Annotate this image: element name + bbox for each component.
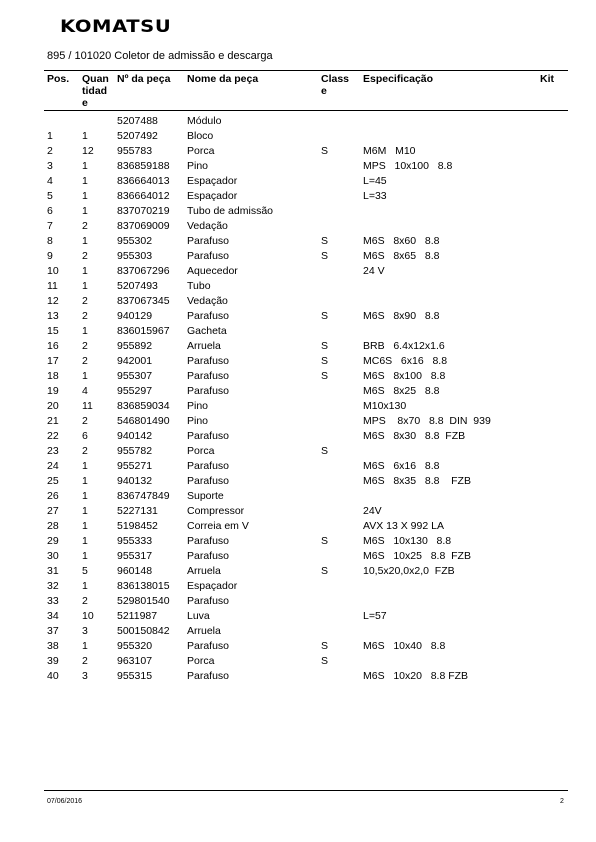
cell-quantity: 1: [82, 160, 88, 172]
cell-quantity: 1: [82, 520, 88, 532]
column-header-class: [321, 73, 355, 97]
table-row: [0, 654, 596, 669]
cell-part-name: Vedação: [187, 295, 228, 307]
cell-part-name: Parafuso: [187, 250, 230, 262]
cell-part-number: 500150842: [117, 625, 170, 637]
cell-part-name: Aquecedor: [187, 265, 238, 277]
cell-part-number: 836015967: [117, 325, 170, 337]
cell-specification: M6M M10: [363, 145, 416, 157]
table-row: [0, 669, 596, 684]
cell-specification: M6S 6x16 8.8: [363, 460, 440, 472]
cell-part-name: Parafuso: [187, 355, 230, 367]
table-row: [0, 264, 596, 279]
table-row: [0, 504, 596, 519]
cell-quantity: 5: [82, 565, 88, 577]
cell-position: 11: [47, 280, 58, 292]
column-header-class-line-2: e: [321, 85, 327, 97]
table-row: [0, 174, 596, 189]
table-row: [0, 489, 596, 504]
cell-part-number: 5211987: [117, 610, 158, 622]
cell-class: S: [321, 235, 329, 247]
cell-position: 23: [47, 445, 59, 457]
cell-quantity: 1: [82, 175, 88, 187]
cell-position: 19: [47, 385, 59, 397]
cell-specification: M6S 8x100 8.8: [363, 370, 446, 382]
cell-position: 22: [47, 430, 59, 442]
cell-class: S: [321, 355, 329, 367]
cell-part-number: 836747849: [117, 490, 170, 502]
cell-quantity: 1: [82, 640, 88, 652]
komatsu-logo: KOMATSU: [60, 17, 172, 37]
cell-part-name: Vedação: [187, 220, 228, 232]
table-row: [0, 249, 596, 264]
cell-part-number: 836664013: [117, 175, 170, 187]
cell-part-name: Porca: [187, 445, 215, 457]
table-row: [0, 144, 596, 159]
table-row: [0, 519, 596, 534]
cell-quantity: 1: [82, 370, 88, 382]
cell-specification: M6S 8x35 8.8 FZB: [363, 475, 471, 487]
table-row: [0, 624, 596, 639]
cell-part-number: 5198452: [117, 520, 158, 532]
cell-specification: M6S 8x60 8.8: [363, 235, 440, 247]
column-header-specification: Especificação: [363, 73, 434, 85]
cell-quantity: 2: [82, 310, 88, 322]
cell-specification: AVX 13 X 992 LA: [363, 520, 444, 532]
table-row: [0, 234, 596, 249]
cell-specification: M6S 8x25 8.8: [363, 385, 440, 397]
cell-quantity: 12: [82, 145, 94, 157]
cell-position: 33: [47, 595, 59, 607]
table-row: [0, 564, 596, 579]
cell-part-name: Módulo: [187, 115, 222, 127]
cell-part-name: Correia em V: [187, 520, 249, 532]
cell-part-name: Tubo: [187, 280, 211, 292]
cell-position: 40: [47, 670, 59, 682]
cell-quantity: 1: [82, 280, 88, 292]
page-number: 2: [560, 798, 564, 805]
cell-part-number: 836664012: [117, 190, 170, 202]
table-row: [0, 384, 596, 399]
column-header-part-number: Nº da peça: [117, 73, 171, 85]
cell-part-name: Parafuso: [187, 550, 230, 562]
cell-position: 20: [47, 400, 59, 412]
cell-specification: M6S 8x30 8.8 FZB: [363, 430, 466, 442]
cell-quantity: 1: [82, 265, 88, 277]
cell-part-name: Compressor: [187, 505, 245, 517]
table-row: [0, 324, 596, 339]
cell-part-number: 529801540: [117, 595, 170, 607]
column-header-quantity-line-2: tidad: [82, 85, 108, 97]
cell-specification: M6S 8x90 8.8: [363, 310, 440, 322]
cell-position: 12: [47, 295, 59, 307]
cell-specification: M6S 10x130 8.8: [363, 535, 452, 547]
cell-part-number: 955782: [117, 445, 153, 457]
cell-position: 39: [47, 655, 59, 667]
cell-part-name: Parafuso: [187, 595, 230, 607]
cell-position: 9: [47, 250, 53, 262]
cell-specification: L=45: [363, 175, 387, 187]
cell-position: 2: [47, 145, 53, 157]
footer-date: 07/06/2016: [47, 798, 83, 805]
cell-part-name: Parafuso: [187, 475, 230, 487]
cell-specification: MPS 10x100 8.8: [363, 160, 453, 172]
table-row: [0, 444, 596, 459]
parts-table-body: [0, 114, 596, 684]
table-row: [0, 369, 596, 384]
cell-quantity: 1: [82, 325, 88, 337]
cell-quantity: 1: [82, 505, 88, 517]
cell-part-name: Espaçador: [187, 175, 238, 187]
cell-specification: BRB 6.4x12x1.6: [363, 340, 445, 352]
cell-part-number: 5207493: [117, 280, 158, 292]
cell-position: 1: [47, 130, 53, 142]
cell-part-name: Parafuso: [187, 235, 230, 247]
cell-part-number: 836859034: [117, 400, 170, 412]
cell-quantity: 2: [82, 415, 88, 427]
cell-part-name: Espaçador: [187, 580, 238, 592]
cell-quantity: 3: [82, 670, 88, 682]
cell-specification: L=57: [363, 610, 387, 622]
cell-class: S: [321, 340, 329, 352]
cell-part-name: Luva: [187, 610, 210, 622]
cell-quantity: 10: [82, 610, 94, 622]
cell-quantity: 1: [82, 490, 88, 502]
column-header-class-line-1: Class: [321, 73, 350, 85]
cell-part-name: Bloco: [187, 130, 214, 142]
cell-part-number: 837067296: [117, 265, 170, 277]
cell-quantity: 11: [82, 400, 93, 412]
cell-quantity: 4: [82, 385, 88, 397]
cell-position: 31: [47, 565, 59, 577]
cell-position: 16: [47, 340, 59, 352]
table-row: [0, 219, 596, 234]
cell-part-name: Parafuso: [187, 385, 230, 397]
table-row: [0, 114, 596, 129]
column-header-kit: Kit: [540, 73, 554, 85]
cell-quantity: 1: [82, 235, 88, 247]
cell-part-name: Pino: [187, 415, 209, 427]
footer-rule: [44, 790, 568, 791]
column-header-part-name: Nome da peça: [187, 73, 259, 85]
cell-position: 17: [47, 355, 59, 367]
cell-specification: 24 V: [363, 265, 385, 277]
cell-position: 8: [47, 235, 53, 247]
table-row: [0, 609, 596, 624]
cell-class: S: [321, 370, 329, 382]
cell-position: 5: [47, 190, 53, 202]
cell-part-name: Espaçador: [187, 190, 238, 202]
cell-part-number: 955783: [117, 145, 153, 157]
header-top-rule: [44, 70, 568, 71]
cell-part-number: 955302: [117, 235, 153, 247]
cell-quantity: 1: [82, 475, 88, 487]
table-row: [0, 354, 596, 369]
cell-position: 6: [47, 205, 53, 217]
cell-specification: M10x130: [363, 400, 407, 412]
cell-part-number: 955307: [117, 370, 153, 382]
cell-position: 10: [47, 265, 59, 277]
cell-position: 3: [47, 160, 53, 172]
cell-position: 28: [47, 520, 59, 532]
table-row: [0, 594, 596, 609]
cell-class: S: [321, 445, 329, 457]
cell-quantity: 2: [82, 295, 88, 307]
cell-position: 27: [47, 505, 59, 517]
cell-part-name: Porca: [187, 145, 215, 157]
cell-quantity: 2: [82, 250, 88, 262]
cell-class: S: [321, 640, 329, 652]
table-row: [0, 309, 596, 324]
cell-position: 13: [47, 310, 59, 322]
cell-quantity: 2: [82, 220, 88, 232]
cell-part-name: Arruela: [187, 340, 221, 352]
table-row: [0, 429, 596, 444]
cell-quantity: 1: [82, 460, 88, 472]
cell-part-name: Tubo de admissão: [187, 205, 273, 217]
cell-quantity: 2: [82, 445, 88, 457]
table-row: [0, 579, 596, 594]
cell-specification: M6S 8x65 8.8: [363, 250, 440, 262]
cell-part-number: 955297: [117, 385, 153, 397]
table-row: [0, 474, 596, 489]
cell-position: 26: [47, 490, 59, 502]
cell-position: 37: [47, 625, 59, 637]
cell-class: S: [321, 535, 329, 547]
cell-part-number: 837070219: [117, 205, 170, 217]
cell-part-number: 837069009: [117, 220, 170, 232]
table-row: [0, 549, 596, 564]
cell-quantity: 1: [82, 550, 88, 562]
cell-position: 7: [47, 220, 53, 232]
table-row: [0, 399, 596, 414]
cell-class: S: [321, 565, 329, 577]
cell-specification: M6S 10x40 8.8: [363, 640, 446, 652]
cell-part-number: 836859188: [117, 160, 170, 172]
cell-quantity: 1: [82, 205, 88, 217]
cell-part-name: Arruela: [187, 625, 221, 637]
cell-quantity: 1: [82, 190, 88, 202]
column-header-quantity-line-3: e: [82, 97, 88, 109]
table-row: [0, 279, 596, 294]
cell-part-name: Pino: [187, 160, 209, 172]
cell-part-number: 5207488: [117, 115, 158, 127]
cell-position: 25: [47, 475, 59, 487]
cell-part-number: 955892: [117, 340, 153, 352]
cell-part-number: 940129: [117, 310, 153, 322]
table-row: [0, 129, 596, 144]
table-row: [0, 534, 596, 549]
table-row: [0, 189, 596, 204]
cell-part-name: Gacheta: [187, 325, 227, 337]
cell-specification: L=33: [363, 190, 387, 202]
cell-position: 18: [47, 370, 59, 382]
table-row: [0, 414, 596, 429]
cell-part-number: 940132: [117, 475, 153, 487]
cell-part-name: Parafuso: [187, 430, 230, 442]
cell-position: 38: [47, 640, 59, 652]
cell-part-name: Pino: [187, 400, 209, 412]
cell-position: 15: [47, 325, 59, 337]
cell-quantity: 1: [82, 130, 88, 142]
cell-position: 30: [47, 550, 59, 562]
cell-part-number: 940142: [117, 430, 153, 442]
cell-specification: 24V: [363, 505, 382, 517]
cell-quantity: 2: [82, 355, 88, 367]
cell-part-number: 955317: [117, 550, 153, 562]
cell-quantity: 1: [82, 535, 88, 547]
column-header-position: Pos.: [47, 73, 70, 85]
header-bottom-rule: [44, 110, 568, 111]
cell-part-number: 955303: [117, 250, 153, 262]
cell-part-number: 955320: [117, 640, 153, 652]
cell-part-number: 836138015: [117, 580, 170, 592]
table-row: [0, 459, 596, 474]
cell-position: 34: [47, 610, 59, 622]
cell-class: S: [321, 145, 329, 157]
cell-class: S: [321, 655, 329, 667]
document-title: 895 / 101020 Coletor de admissão e descarga: [47, 50, 273, 62]
cell-position: 4: [47, 175, 53, 187]
table-row: [0, 639, 596, 654]
cell-part-number: 837067345: [117, 295, 170, 307]
table-row: [0, 159, 596, 174]
cell-specification: MPS 8x70 8.8 DIN 939: [363, 415, 491, 427]
cell-part-name: Parafuso: [187, 670, 230, 682]
cell-part-number: 942001: [117, 355, 153, 367]
cell-part-number: 955271: [117, 460, 153, 472]
cell-specification: MC6S 6x16 8.8: [363, 355, 448, 367]
cell-position: 21: [47, 415, 59, 427]
column-header-quantity-line-1: Quan: [82, 73, 109, 85]
cell-part-number: 5207492: [117, 130, 158, 142]
cell-quantity: 2: [82, 595, 88, 607]
cell-specification: 10,5x20,0x2,0 FZB: [363, 565, 455, 577]
cell-part-number: 955333: [117, 535, 153, 547]
cell-position: 32: [47, 580, 59, 592]
cell-part-name: Suporte: [187, 490, 224, 502]
cell-part-number: 546801490: [117, 415, 170, 427]
cell-position: 29: [47, 535, 59, 547]
cell-specification: M6S 10x25 8.8 FZB: [363, 550, 471, 562]
cell-part-name: Parafuso: [187, 460, 230, 472]
column-header-quantity: [82, 73, 114, 109]
cell-part-number: 960148: [117, 565, 153, 577]
cell-part-name: Parafuso: [187, 310, 230, 322]
table-row: [0, 294, 596, 309]
cell-class: S: [321, 250, 329, 262]
cell-part-number: 955315: [117, 670, 153, 682]
cell-part-number: 963107: [117, 655, 153, 667]
cell-part-name: Arruela: [187, 565, 221, 577]
cell-quantity: 1: [82, 580, 88, 592]
cell-part-number: 5227131: [117, 505, 158, 517]
cell-quantity: 6: [82, 430, 88, 442]
cell-class: S: [321, 310, 329, 322]
table-row: [0, 339, 596, 354]
table-row: [0, 204, 596, 219]
cell-quantity: 3: [82, 625, 88, 637]
cell-position: 24: [47, 460, 59, 472]
cell-part-name: Parafuso: [187, 535, 230, 547]
cell-part-name: Porca: [187, 655, 215, 667]
cell-part-name: Parafuso: [187, 640, 230, 652]
cell-specification: M6S 10x20 8.8 FZB: [363, 670, 469, 682]
cell-quantity: 2: [82, 340, 88, 352]
cell-quantity: 2: [82, 655, 88, 667]
cell-part-name: Parafuso: [187, 370, 230, 382]
